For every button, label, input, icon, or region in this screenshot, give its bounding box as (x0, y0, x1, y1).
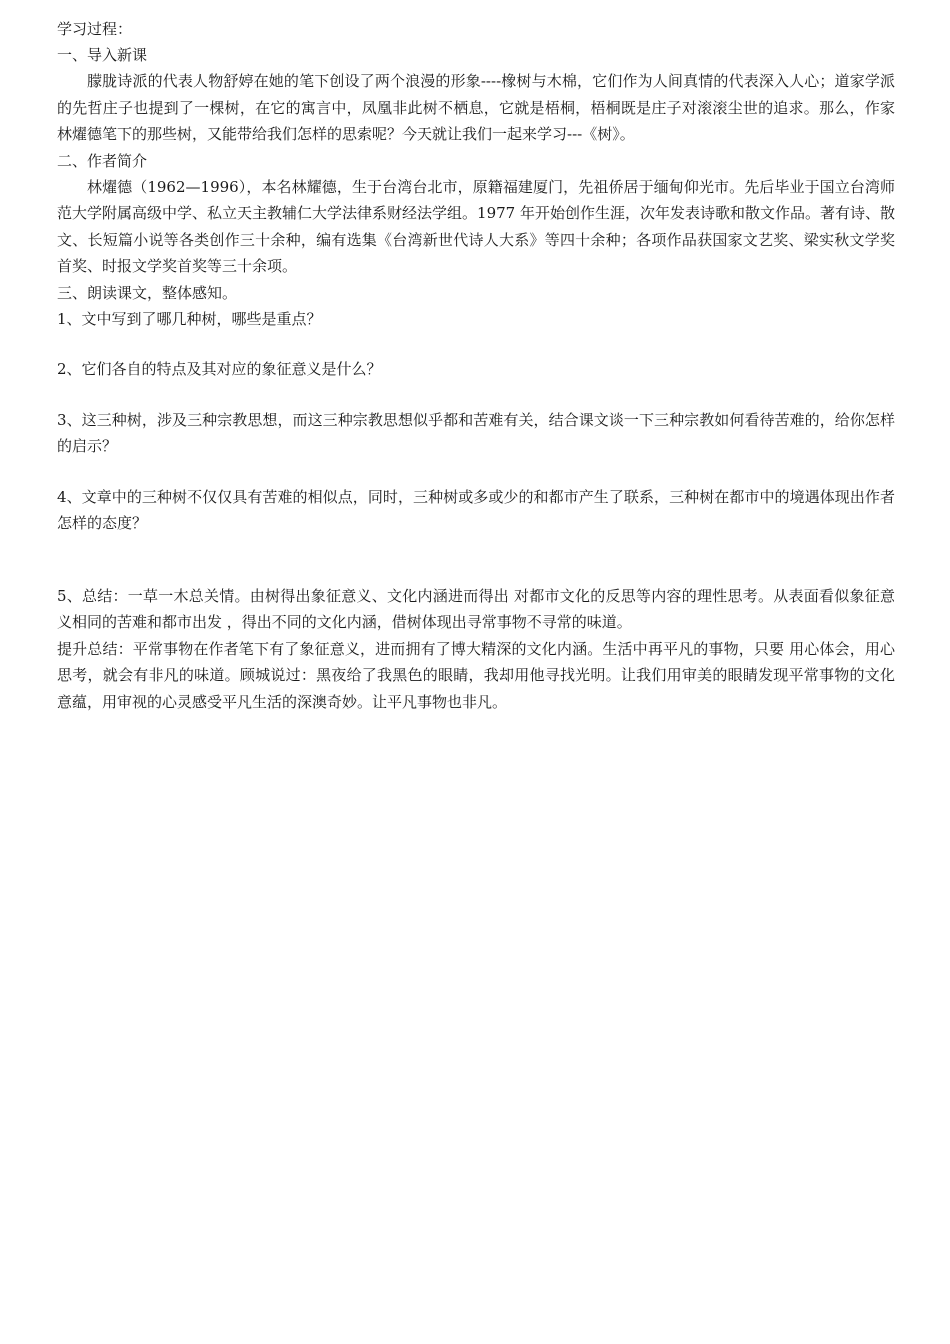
document-page (57, 16, 895, 715)
section-title-author: 二、作者简介 (57, 151, 148, 170)
question-1: 1、文中写到了哪几种树，哪些是重点？ (57, 309, 322, 328)
page-heading: 学习过程： (57, 20, 133, 38)
final-summary: 提升总结：平常事物在作者笔下有了象征意义，进而拥有了博大精深的文化内涵。生活中再平凡的事物，只要 用心体会，用心思考，就会有非凡的味道。顾城说过：黑夜给了我黑色的眼睛，我却用他寻找光明。让我们用审美的眼睛发现平常事物的文化意蕴，用审视的心灵感受平凡生活的深澳奇妙。让平凡事物也非凡。 (57, 639, 895, 711)
answer-space-4 (57, 537, 895, 583)
question-2: 2、它们各自的特点及其对应的象征意义是什么？ (57, 360, 382, 378)
answer-space-2 (57, 383, 895, 407)
question-5-summary: 5、总结：一草一木总关情。由树得出象征意义、文化内涵进而得出 对都市文化的反思等内容的理性思考。从表面看似象征意义相同的苦难和都市出发 ，得出不同的文化内涵，借树体现出寻常事物不寻常的味道。 (57, 586, 895, 631)
answer-space-3 (57, 460, 895, 484)
question-3: 3、这三种树，涉及三种宗教思想，而这三种宗教思想似乎都和苦难有关，结合课文谈一下三种宗教如何看待苦难的，给你怎样的启示？ (57, 410, 895, 455)
section-title-reading: 三、朗读课文，整体感知。 (57, 283, 238, 302)
question-4: 4、文章中的三种树不仅仅具有苦难的相似点，同时，三种树或多或少的和都市产生了联系，三种树在都市中的境遇体现出作者怎样的态度？ (57, 487, 895, 532)
section-body-author: 林燿德（1962—1996），本名林耀德，生于台湾台北市，原籍福建厦门，先祖侨居于缅甸仰光市。先后毕业于国立台湾师范大学附属高级中学、私立天主教辅仁大学法律系财经法学组。1977 年开始创作生涯，次年发表诗歌和散文作品。著有诗、散文、长短篇小说等各类创作三十余种，编有选集《台湾新世代诗人大系》等四十余种；各项作品获国家文艺奖、梁实秋文学奖首奖、时报文学奖首奖等三十余项。 (57, 177, 895, 275)
answer-space-1 (57, 332, 895, 356)
section-body-intro: 朦胧诗派的代表人物舒婷在她的笔下创设了两个浪漫的形象----橡树与木棉，它们作为人间真情的代表深入人心；道家学派的先哲庄子也提到了一棵树，在它的寓言中，凤凰非此树不栖息，它就是梧桐，梧桐既是庄子对滚滚尘世的追求。那么，作家林燿德笔下的那些树，又能带给我们怎样的思索呢？今天就让我们一起来学习---《树》。 (57, 72, 895, 143)
section-title-intro: 一、导入新课 (57, 46, 148, 64)
